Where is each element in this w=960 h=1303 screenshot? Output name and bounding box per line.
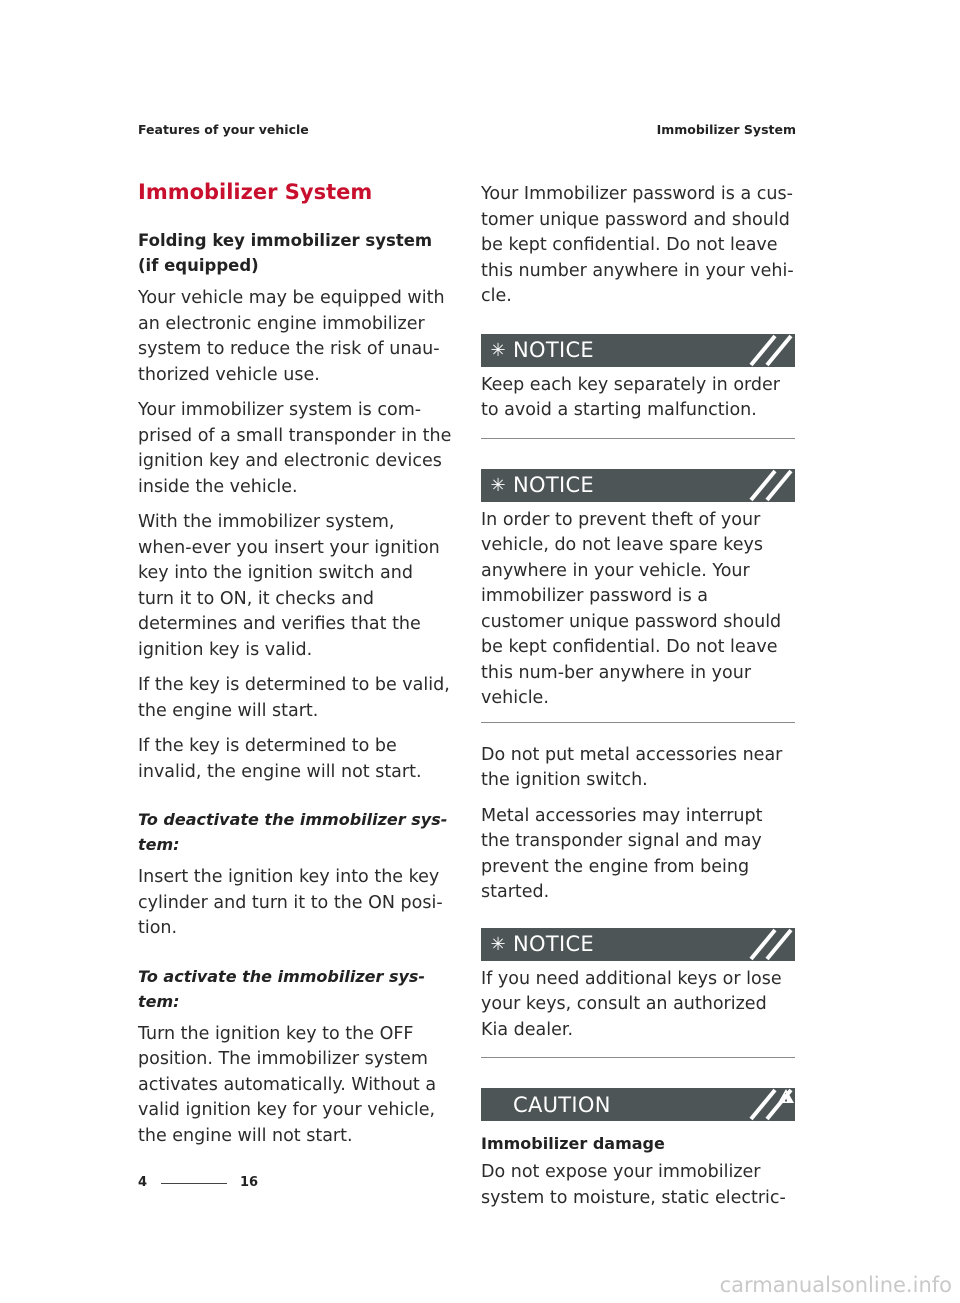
notice-text: In order to prevent theft of your vehicle, do not leave spare keys anywhere in your vehicle. Your immobilizer password is a customer unique password should be kept confidential. Do not leave this num-ber anywhere in your vehicle. (481, 509, 782, 708)
notice-label: NOTICE (513, 473, 594, 497)
deactivate-heading: To deactivate the immobilizer sys-tem: (138, 810, 448, 854)
asterisk-icon: ✳ (490, 933, 506, 955)
paragraph: If the key is determined to be invalid, the engine will not start. (138, 736, 422, 782)
metal-warning: Do not put metal accessories near the ignition switch. (481, 744, 783, 790)
slash-marks-icon (745, 469, 795, 502)
running-header-topic: Immobilizer System (656, 122, 796, 137)
running-header-section: Features of your vehicle (138, 122, 309, 137)
metal-explanation: Metal accessories may interrupt the transponder signal and may prevent the engine from being started. (481, 805, 763, 902)
notice-text: Keep each key separately in order to avoid a starting malfunction. (481, 374, 780, 420)
notice-banner (481, 334, 795, 367)
notice-banner (481, 469, 795, 502)
chapter-number: 4 (138, 1175, 148, 1190)
notice-banner (481, 928, 795, 961)
paragraph: Your vehicle may be equipped with an electronic engine immobilizer system to reduce the risk of unau-thorized vehicle use. (138, 288, 445, 385)
notice-label: NOTICE (513, 338, 594, 362)
footer-rule (161, 1183, 227, 1184)
slash-marks-icon (745, 1088, 795, 1121)
activate-heading: To activate the immobilizer sys-tem: (138, 966, 426, 1011)
caution-label: CAUTION (513, 1092, 611, 1117)
page-title: Immobilizer System (138, 180, 373, 204)
right-column (481, 182, 795, 1221)
notice-label: NOTICE (513, 932, 594, 956)
notice-text: If you need additional keys or lose your keys, consult an authorized Kia dealer. (481, 968, 782, 1040)
paragraph: If the key is determined to be valid, the engine will start. (138, 675, 450, 721)
section-subtitle: Folding key immobilizer system (if equipped) (138, 231, 433, 275)
caution-heading: Immobilizer damage (481, 1134, 665, 1153)
caution-text: Do not expose your immobilizer system to moisture, static electric- (481, 1162, 786, 1208)
activate-text: Turn the ignition key to the OFF position. The immobilizer system activates automatically. Without a valid ignition key for your vehicle, the engine will not start. (138, 1023, 437, 1146)
password-intro: Your Immobilizer password is a cus-tomer unique password and should be kept confidential. Do not leave this number anywhere in your vehi-cle. (481, 184, 794, 306)
watermark: carmanualsonline.info (719, 1273, 952, 1297)
slash-marks-icon (745, 928, 795, 961)
left-column (138, 180, 452, 1159)
paragraph: With the immobilizer system, when-ever you insert your ignition key into the ignition switch and turn it to ON, it checks and determines and verifies that the ignition key is valid. (138, 512, 440, 660)
paragraph: Your immobilizer system is com-prised of a small transponder in the ignition key and electronic devices inside the vehicle. (138, 400, 452, 497)
asterisk-icon: ✳ (490, 474, 506, 496)
asterisk-icon: ✳ (490, 339, 506, 361)
page-number: 16 (240, 1175, 259, 1190)
deactivate-text: Insert the ignition key into the key cylinder and turn it to the ON posi-tion. (138, 867, 443, 938)
caution-banner (481, 1088, 795, 1121)
slash-marks-icon (745, 334, 795, 367)
